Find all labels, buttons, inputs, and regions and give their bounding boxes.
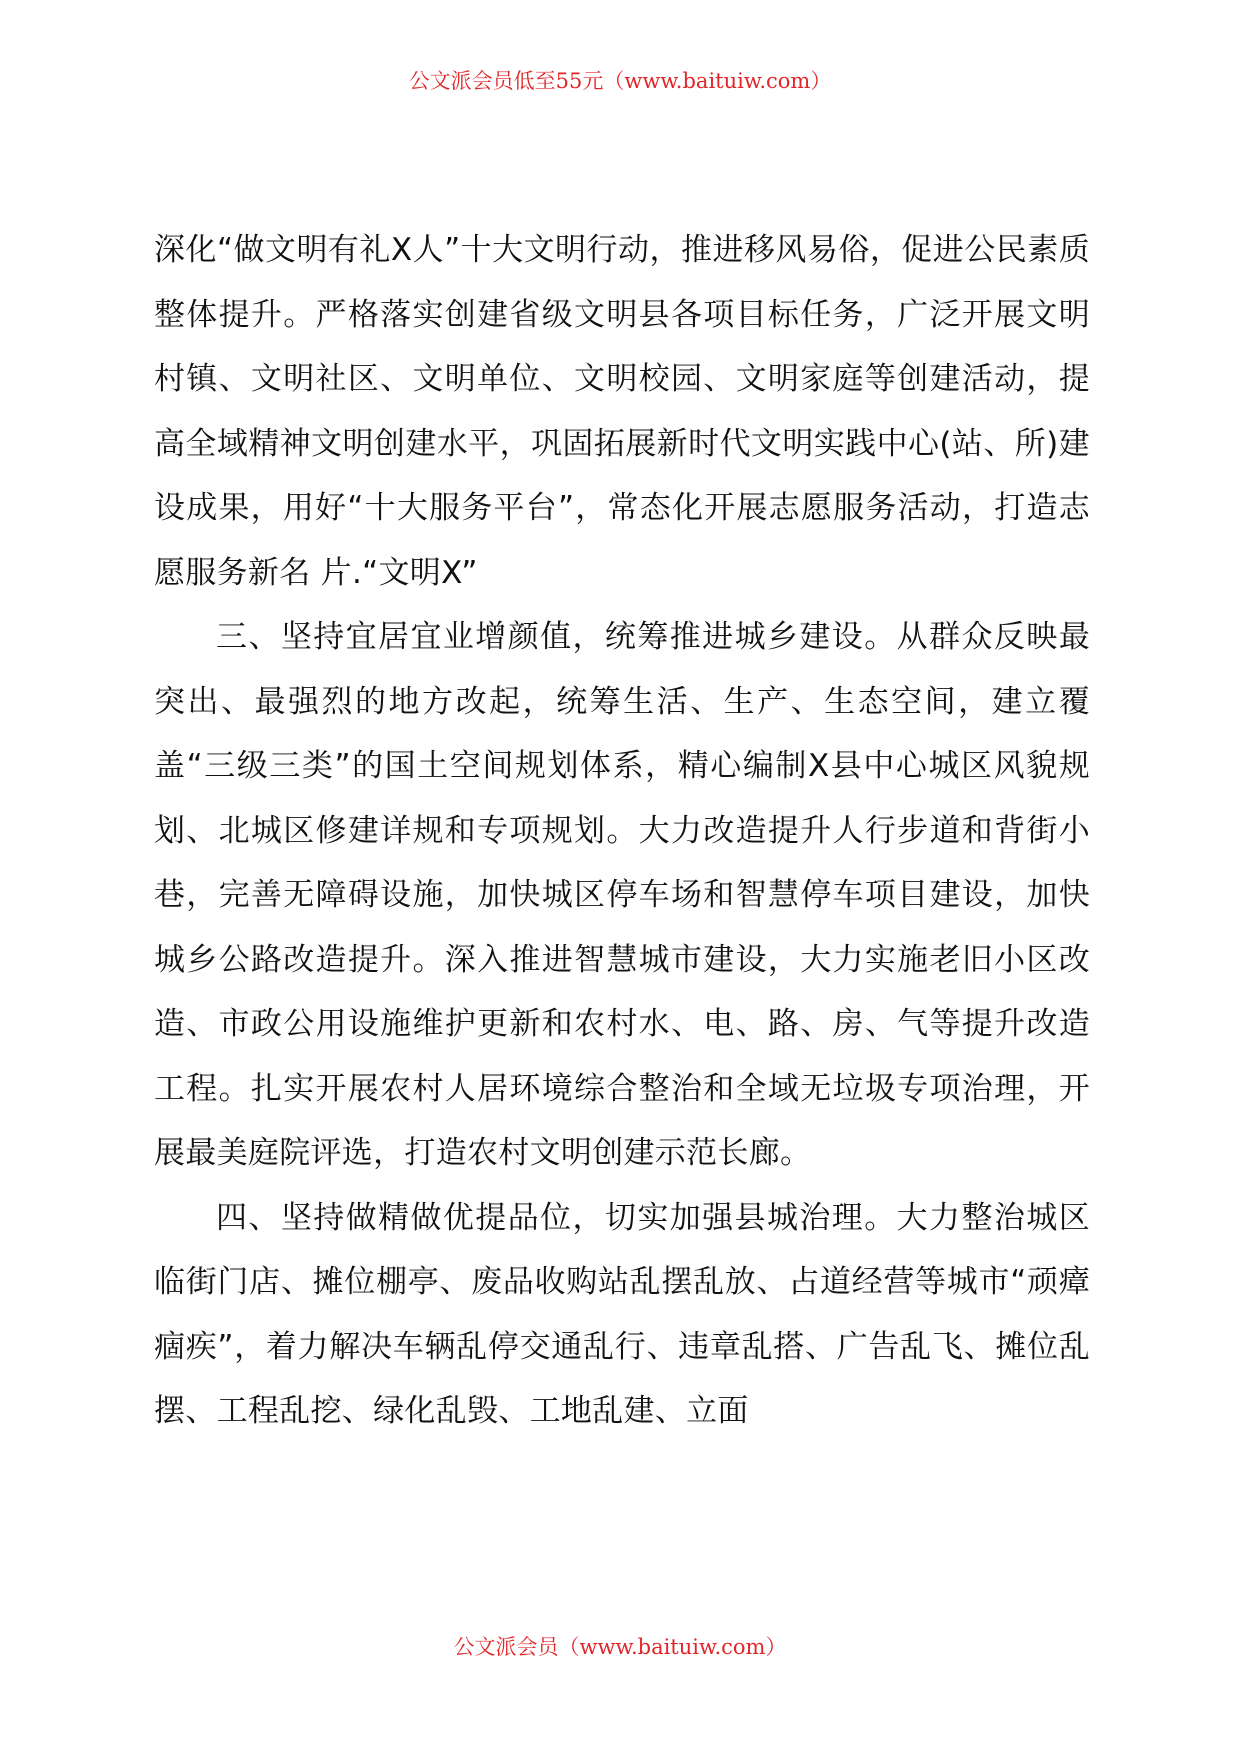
document-body bbox=[154, 218, 1090, 1444]
header-promo-link[interactable]: 公文派会员低至55元（www.baituiw.com） bbox=[408, 69, 832, 93]
paragraph-1: 深化“做文明有礼X人”十大文明行动，推进移风易俗，促进公民素质整体提升。严格落实创建省级文明县各项目标任务，广泛开展文明村镇、文明社区、文明单位、文明校园、文明家庭等创建活动，提高全域精神文明创建水平，巩固拓展新时代文明实践中心(站、所)建设成果，用好“十大服务平台”，常态化开展志愿服务活动，打造志愿服务新名 片.“文明X” bbox=[154, 232, 1090, 591]
paragraph-2: 三、坚持宜居宜业增颜值，统筹推进城乡建设。从群众反映最突出、最强烈的地方改起，统筹生活、生产、生态空间，建立覆盖“三级三类”的国土空间规划体系，精心编制X县中心城区风貌规划、北城区修建详规和专项规划。大力改造提升人行步道和背街小巷，完善无障碍设施，加快城区停车场和智慧停车项目建设，加快城乡公路改造提升。深入推进智慧城市建设，大力实施老旧小区改造、市政公用设施维护更新和农村水、电、路、房、气等提升改造工程。扎实开展农村人居环境综合整治和全域无垃圾专项治理，开展最美庭院评选，打造农村文明创建示范长廊。 bbox=[154, 619, 1090, 1171]
paragraph-3: 四、坚持做精做优提品位，切实加强县城治理。大力整治城区临街门店、摊位棚亭、废品收购站乱摆乱放、占道经营等城市“顽瘴痼疾”，着力解决车辆乱停交通乱行、违章乱搭、广告乱飞、摊位乱摆、工程乱挖、绿化乱毁、工地乱建、立面 bbox=[154, 1199, 1090, 1429]
footer-promo-link[interactable]: 公文派会员（www.baituiw.com） bbox=[453, 1635, 787, 1659]
